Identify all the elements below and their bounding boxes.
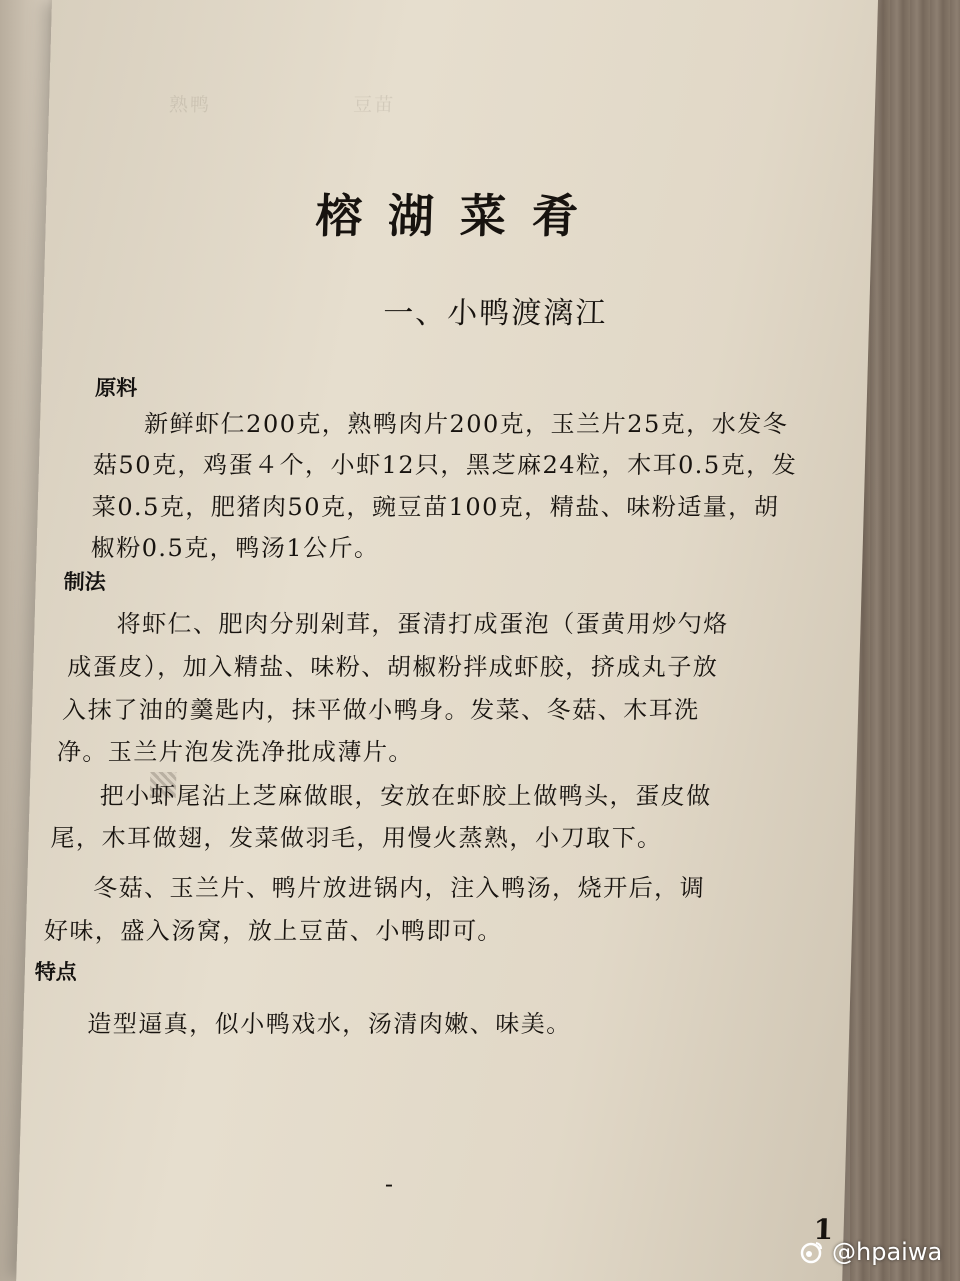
book-page <box>16 0 878 1281</box>
ingredients-line: 新鲜虾仁200克，熟鸭肉片200克，玉兰片25克，水发冬 <box>143 410 789 438</box>
dish-title: 一、小鸭渡漓江 <box>382 296 608 331</box>
method-line: 尾，木耳做翅，发菜做羽毛，用慢火蒸熟，小刀取下。 <box>50 824 663 852</box>
method-line: 成蛋皮），加入精盐、味粉、胡椒粉拌成虾胶，挤成丸子放 <box>66 653 719 681</box>
bleed-through-text <box>108 125 571 152</box>
dash-mark: - <box>384 1170 394 1198</box>
features-line: 造型逼真，似小鸭戏水，汤清肉嫩、味美。 <box>87 1010 573 1038</box>
method-heading: 制法 <box>63 570 107 594</box>
method-line: 净。玉兰片泡发洗净批成薄片。 <box>56 738 415 766</box>
ingredients-line: 菜0.5克，肥猪肉50克，豌豆苗100克，精盐、味粉适量，胡 <box>91 493 780 521</box>
watermark <box>798 1232 942 1272</box>
page-number: 1 <box>813 1213 834 1246</box>
method-line: 冬菇、玉兰片、鸭片放进锅内，注入鸭汤，烧开后，调 <box>92 874 706 902</box>
method-line: 把小虾尾沾上芝麻做眼，安放在虾胶上做鸭头，蛋皮做 <box>99 782 713 810</box>
ingredients-line: 椒粉0.5克，鸭汤1公斤。 <box>90 534 381 562</box>
method-line: 好味，盛入汤窝，放上豆苗、小鸭即可。 <box>43 917 504 945</box>
weibo-logo-icon <box>798 1239 824 1265</box>
book-title: 榕湖菜肴 <box>315 189 605 243</box>
method-line: 入抹了油的羹匙内，抹平做小鸭身。发菜、冬菇、木耳洗 <box>61 696 701 724</box>
watermark-text: @hpaiwa <box>832 1238 943 1266</box>
bleed-through-text: 熟鸭 豆苗 <box>168 94 635 116</box>
method-line: 将虾仁、肥肉分别剁茸，蛋清打成蛋泡（蛋黄用炒勺烙 <box>116 610 729 638</box>
ingredients-line: 菇50克，鸡蛋４个，小虾12只，黑芝麻24粒，木耳0.5克，发 <box>92 451 798 479</box>
ingredients-heading: 原料 <box>94 376 138 400</box>
features-heading: 特点 <box>34 960 78 984</box>
